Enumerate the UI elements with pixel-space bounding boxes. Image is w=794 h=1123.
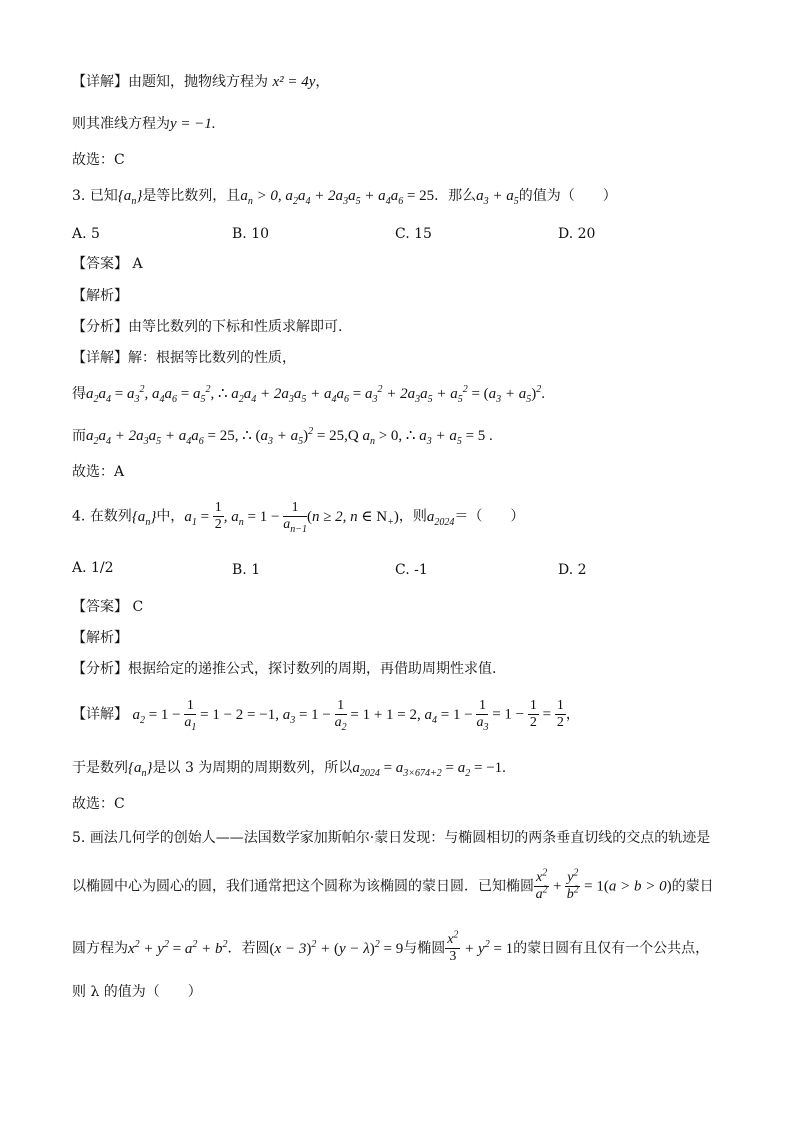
q2-equation: x² = 4y <box>272 74 316 90</box>
q3-option-c[interactable]: C. 15 <box>395 226 432 242</box>
q4-option-b[interactable]: B. 1 <box>232 562 261 578</box>
q2-directrix-eq: y = −1. <box>170 116 216 132</box>
q5-line4: 则 λ 的值为（ ） <box>72 984 202 1000</box>
q5-line1: 5. 画法几何学的创始人——法国数学家加斯帕尔·蒙日发现：与椭圆相切的两条垂直切线的交点的轨迹是 <box>72 830 711 846</box>
q3-analysis-label: 【解析】 <box>72 288 128 304</box>
q3-fenxi: 【分析】由等比数列的下标和性质求解即可. <box>72 319 343 335</box>
q2-directrix-text: 则其准线方程为 <box>72 116 170 132</box>
q3-stem: 3. 已知$\{a_n\}$是等比数列，且$a_n > 0$, $a_2a_4 + 2a_3a_5 + a_4a_6 = 25$．那么$a_3 + a_5$的值为（ ） <box>72 188 617 207</box>
q5-line2: 以椭圆中心为圆心的圆，我们通常把这个圆称为该椭圆的蒙日圆．已知椭圆 $\frac{x^2}{a^2}$ + $\frac{y^2}{b^2}$ = 1(a > b > 0)的蒙日 <box>72 867 714 902</box>
xiangjie-label: 【详解】 <box>72 74 128 90</box>
q2-directrix-line <box>72 114 216 134</box>
q3-stem-mid: 是等比数列，且 <box>142 188 241 204</box>
q4-option-c[interactable]: C. -1 <box>395 562 428 578</box>
q3-xiangjie: 【详解】解：根据等比数列的性质， <box>72 350 296 366</box>
q4-analysis-label: 【解析】 <box>72 630 128 646</box>
q5-line3: 圆方程为$x^2 + y^2 = a^2 + b^2$．若圆$(x - 3)^2 + (y - \lambda)^2 = 9$与椭圆 $\frac{x^2}{3}$ + $y^2 = 1$的蒙日圆有且仅有一个公共点， <box>72 929 710 964</box>
q2-explain-text: 由题知，抛物线方程为 <box>128 74 268 90</box>
q4-stem: 4. 在数列$\{a_n\}$中，$a_1$ = $\frac{1}{2}$ , $a_n = 1$ − $\frac{1}{a_{n-1}}$ (n ≥ 2, n ∈ $N_+$)，则$a_{2024}=$（ ） <box>72 500 525 535</box>
q3-answer: 【答案】 A <box>72 256 143 272</box>
q3-stem-end: 的值为（ ） <box>518 188 617 204</box>
q3-number: 3. <box>72 188 86 204</box>
q3-step2: 而$a_2a_4 + 2a_3a_5 + a_4a_6 = 25$, ∴ $(a_3 + a_5)^2 = 25,Q$ $a_n > 0$, ∴ $a_3 + a_5 = 5$ . <box>72 426 493 447</box>
q3-option-b[interactable]: B. 10 <box>232 226 270 242</box>
q3-choice: 故选：A <box>72 464 125 480</box>
q3-stem-tail: ．那么 <box>434 188 477 204</box>
q4-period: 于是数列$\{a_n\}$是以 3 为周期的周期数列，所以$a_{2024} = a_{3\times 674+2} = a_2 = -1$. <box>72 760 506 779</box>
q2-choice: 故选：C <box>72 152 125 168</box>
q4-xiangjie: 【详解】 $a_2 = 1$ − $\frac{1}{a_1}$ = 1 − 2 = −1, $a_3 = 1$ − $\frac{1}{a_2}$ = 1 + 1 = 2, $a_4 = 1$ − $\frac{1}{a_3}$ = 1 − $\frac{1}{2}$ = $\frac{1}{2}$ ， <box>72 698 580 733</box>
q4-answer: 【答案】 C <box>72 599 144 615</box>
q4-option-d[interactable]: D. 2 <box>558 562 587 578</box>
q3-stem-prefix: 已知 <box>89 188 118 204</box>
q4-fenxi: 【分析】根据给定的递推公式，探讨数列的周期，再借助周期性求值. <box>72 661 497 677</box>
q4-option-a[interactable]: A. 1/2 <box>72 560 114 576</box>
q3-option-d[interactable]: D. 20 <box>558 226 596 242</box>
q3-option-a[interactable]: A. 5 <box>72 226 100 242</box>
q4-choice: 故选：C <box>72 796 125 812</box>
q3-step1: 得$a_2a_4 = a_3^2$, $a_4a_6 = a_5^2$, ∴ $a_2a_4 + 2a_3a_5 + a_4a_6 = a_3^2 + 2a_3a_5 + a_5^2 = (a_3 + a_5)^2$. <box>72 384 546 405</box>
q2-explain-line: 【详解】由题知，抛物线方程为 x² = 4y， <box>72 74 330 90</box>
